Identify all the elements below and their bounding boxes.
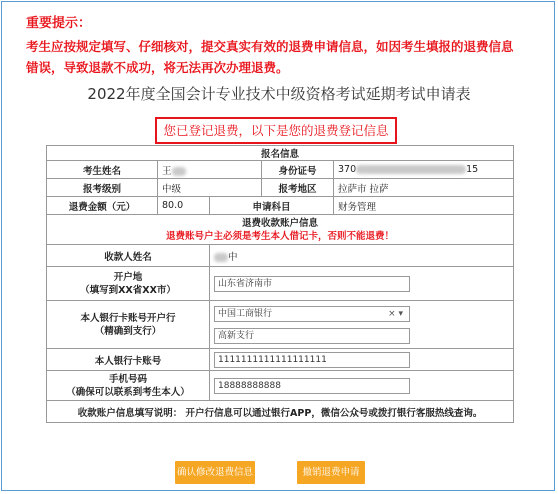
id-label: 身份证号 [262, 161, 334, 179]
name-label: 考生姓名 [47, 161, 158, 179]
account-warning: 退费账号户主必须是考生本人借记卡，否则不能退费！ [166, 230, 395, 242]
account-note: 收款账户信息填写说明： 开户行信息可以通过银行APP，微信公众号或拨打银行客服热线查询。 [47, 401, 514, 423]
phone-input[interactable]: 18888888888 [214, 378, 410, 394]
level-value: 中级 [158, 179, 262, 197]
region-label: 报考地区 [262, 179, 334, 197]
select-controls-icon[interactable]: × ▾ [388, 308, 403, 319]
subject-label: 申请科目 [210, 197, 334, 215]
notice-body: 考生应按规定填写、仔细核对，提交真实有效的退费申请信息，如因考生填报的退费信息错误，导致退款不成功，将无法再次办理退费。 [26, 39, 514, 75]
id-value-cell [334, 161, 514, 179]
holder-value-cell [210, 245, 514, 267]
name-value: 王 [162, 165, 172, 177]
card-number-input[interactable]: 1111111111111111111 [214, 352, 410, 368]
location-hint: （填写到XX省XX市） [80, 284, 176, 296]
bank-label: 本人银行卡账号开户行 [80, 312, 176, 324]
table-row [47, 161, 514, 179]
bank-hint: （精确到支行） [94, 325, 162, 337]
name-value-cell [158, 161, 262, 179]
holder-label: 收款人姓名 [47, 245, 210, 267]
application-form-table [46, 145, 514, 423]
phone-label: 手机号码 [108, 373, 147, 385]
bank-select-value: 中国工商银行 [218, 308, 273, 319]
page-title: 2022年度全国会计专业技术中级资格考试延期考试申请表 [87, 85, 471, 103]
id-suffix: 15 [466, 164, 479, 175]
table-row [47, 197, 514, 215]
card-label: 本人银行卡账号 [47, 349, 210, 371]
cancel-refund-button[interactable]: 撤销退费申请 [297, 461, 365, 484]
location-label: 开户地 [113, 271, 143, 283]
status-banner: 您已登记退费，以下是您的退费登记信息 [155, 117, 397, 144]
registration-section-title: 报名信息 [47, 146, 514, 161]
level-label: 报考级别 [47, 179, 158, 197]
region-value: 拉萨市 拉萨 [334, 179, 514, 197]
redacted-mask [172, 167, 186, 176]
table-row [47, 301, 514, 349]
table-row [47, 179, 514, 197]
amount-label: 退费金额（元） [47, 197, 158, 215]
amount-value: 80.0 [158, 197, 210, 215]
section-header-registration [47, 146, 514, 161]
redacted-mask [214, 253, 228, 262]
subject-value: 财务管理 [334, 197, 514, 215]
holder-value: 中 [228, 251, 238, 263]
table-row [47, 267, 514, 301]
confirm-modify-button[interactable]: 确认修改退费信息 [175, 461, 255, 484]
notice-title: 重要提示： [26, 16, 92, 31]
table-row [47, 401, 514, 423]
table-row [47, 371, 514, 401]
table-row [47, 245, 514, 267]
account-section-title: 退费收款账户信息 [242, 217, 319, 229]
redacted-mask [356, 165, 466, 174]
section-header-account [47, 215, 514, 245]
phone-hint: （确保可以联系到考生本人） [66, 386, 190, 398]
page-frame [1, 1, 555, 491]
id-prefix: 370 [338, 164, 357, 175]
table-row [47, 349, 514, 371]
bank-select[interactable] [214, 306, 410, 322]
branch-input[interactable]: 高新支行 [214, 328, 410, 344]
location-input[interactable]: 山东省济南市 [214, 276, 410, 292]
